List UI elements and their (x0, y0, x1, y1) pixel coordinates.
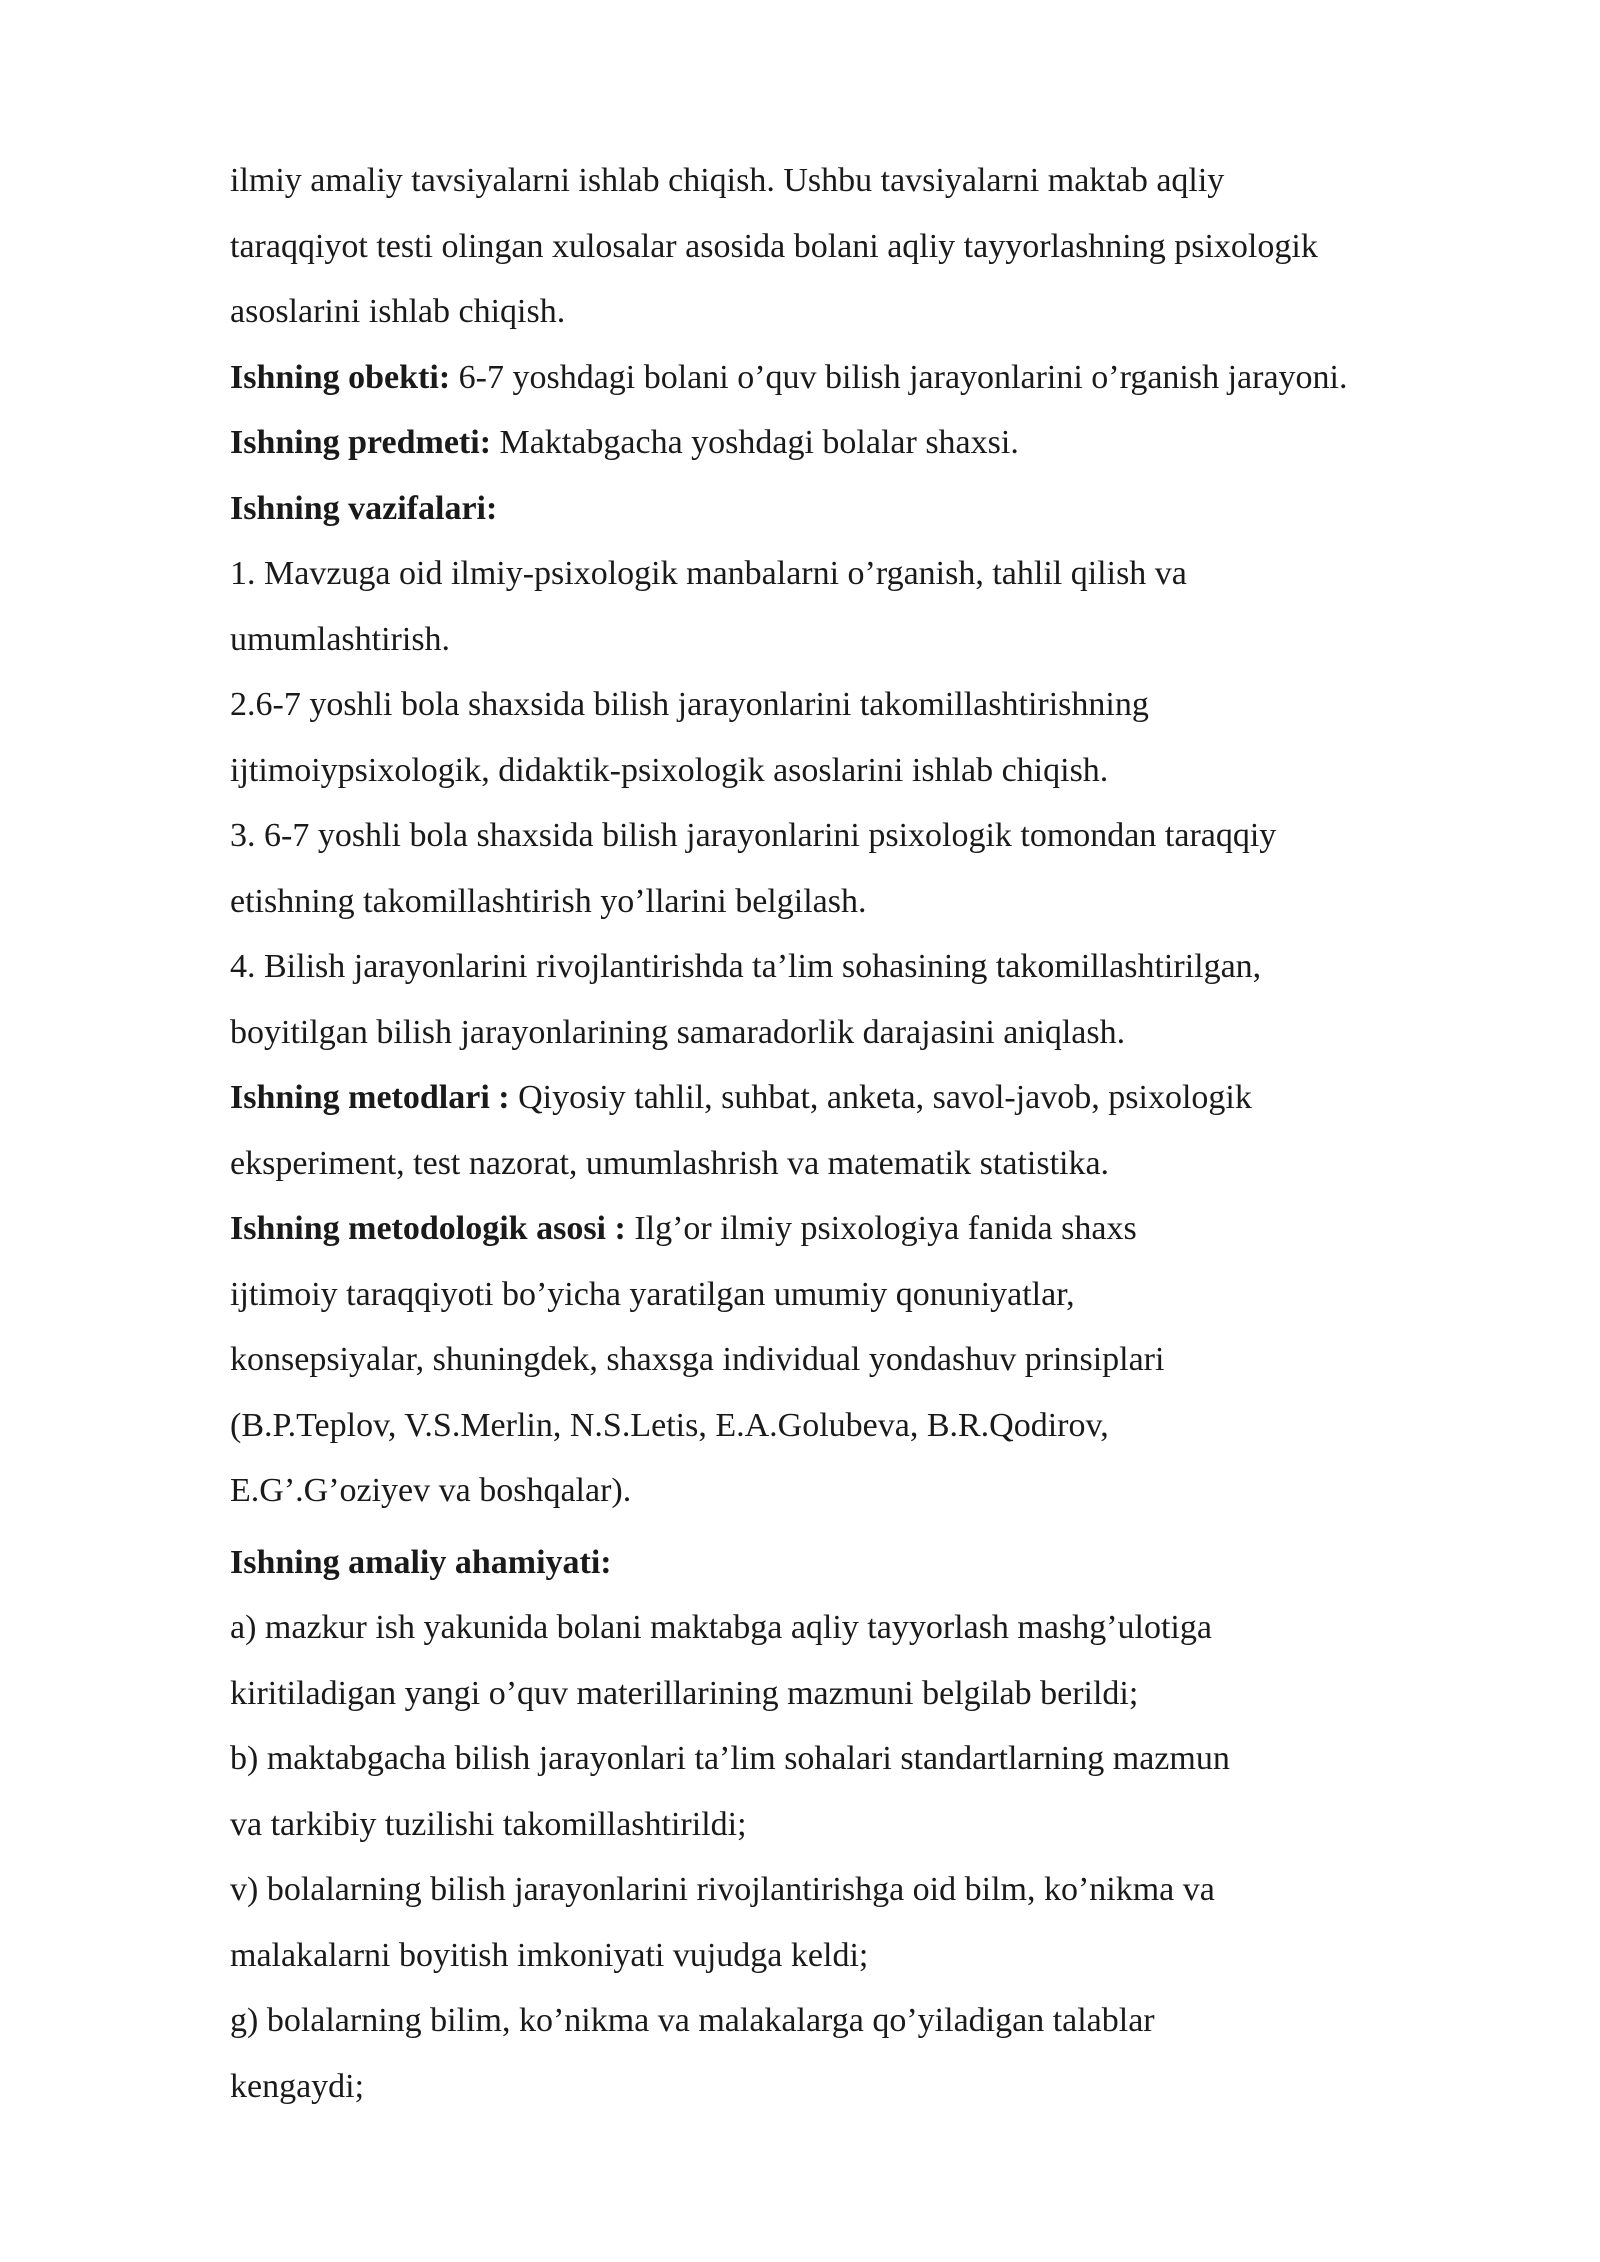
metodologik-line: ijtimoiy taraqqiyoti bo’yicha yaratilgan umumiy qonuniyatlar, (230, 1275, 1075, 1313)
amaliy-line: g) bolalarning bilim, ko’nikma va malakalarga qo’yiladigan talablar (230, 2002, 1155, 2039)
amaliy-heading: Ishning amaliy ahamiyati: (230, 1543, 612, 1581)
intro-line: taraqqiyot testi olingan xulosalar asosida bolani aqliy tayyorlashning psixologik (230, 227, 1318, 265)
amaliy-line: kengaydi; (230, 2067, 365, 2105)
metodologik-text: Ilg’or ilmiy psixologiya fanida shaxs (625, 1210, 1137, 1247)
vazifalar-heading: Ishning vazifalari: (230, 489, 498, 527)
obekt-label: Ishning obekti: (230, 358, 451, 396)
amaliy-line: b) maktabgacha bilish jarayonlari ta’lim sohalari standartlarning mazmun (230, 1740, 1230, 1777)
document-body (230, 148, 1530, 2119)
obekt-paragraph (230, 345, 1530, 411)
intro-line: ilmiy amaliy tavsiyalarni ishlab chiqish. Ushbu tavsiyalarni maktab aqliy (230, 162, 1225, 199)
metodlar-continuation: eksperiment, test nazorat, umumlashrish va matematik statistika. (230, 1144, 1110, 1182)
vazifa-line: 3. 6-7 yoshli bola shaxsida bilish jarayonlarini psixologik tomondan taraqqiy (230, 817, 1277, 854)
obekt-text: 6-7 yoshdagi bolani o’quv bilish jarayonlarini o’rganish jarayoni. (450, 358, 1348, 396)
predmet-text: Maktabgacha yoshdagi bolalar shaxsi. (491, 424, 1019, 461)
vazifa-line: 2.6-7 yoshli bola shaxsida bilish jarayonlarini takomillashtirishning (230, 686, 1149, 723)
vazifa-line: ijtimoiypsixologik, didaktik-psixologik asoslarini ishlab chiqish. (230, 751, 1109, 789)
metodlar-text: Qiyosiy tahlil, suhbat, anketa, savol-javob, psixologik (509, 1079, 1252, 1116)
amaliy-line: a) mazkur ish yakunida bolani maktabga aqliy tayyorlash mashg’ulotiga (230, 1609, 1212, 1646)
vazifa-line: 4. Bilish jarayonlarini rivojlantirishda ta’lim sohasining takomillashtirilgan, (230, 948, 1262, 985)
amaliy-line: kiritiladigan yangi o’quv materillarining mazmuni belgilab berildi; (230, 1674, 1139, 1712)
metodologik-paragraph (230, 1196, 1530, 1262)
metodologik-label: Ishning metodologik asosi : (230, 1210, 626, 1247)
amaliy-line: v) bolalarning bilish jarayonlarini rivojlantirishga oid bilm, ko’nikma va (230, 1871, 1215, 1908)
predmet-label: Ishning predmeti: (230, 424, 492, 461)
amaliy-line: va tarkibiy tuzilishi takomillashtirildi; (230, 1805, 747, 1843)
intro-line: asoslarini ishlab chiqish. (230, 293, 566, 330)
metodologik-line: konsepsiyalar, shuningdek, shaxsga individual yondashuv prinsiplari (230, 1341, 1165, 1378)
vazifa-line: etishning takomillashtirish yo’llarini belgilash. (230, 882, 867, 920)
predmet-paragraph (230, 410, 1530, 476)
metodlar-label: Ishning metodlari : (230, 1079, 510, 1116)
metodologik-line: (B.P.Teplov, V.S.Merlin, N.S.Letis, E.A.Golubeva, B.R.Qodirov, (230, 1406, 1109, 1444)
metodologik-line: E.G’.G’oziyev va boshqalar). (230, 1472, 632, 1509)
amaliy-line: malakalarni boyitish imkoniyati vujudga keldi; (230, 1936, 869, 1974)
vazifa-line: boyitilgan bilish jarayonlarining samaradorlik darajasini aniqlash. (230, 1013, 1126, 1051)
vazifa-line: umumlashtirish. (230, 620, 451, 658)
metodlar-paragraph (230, 1065, 1530, 1131)
vazifa-line: 1. Mavzuga oid ilmiy-psixologik manbalarni o’rganish, tahlil qilish va (230, 555, 1187, 592)
